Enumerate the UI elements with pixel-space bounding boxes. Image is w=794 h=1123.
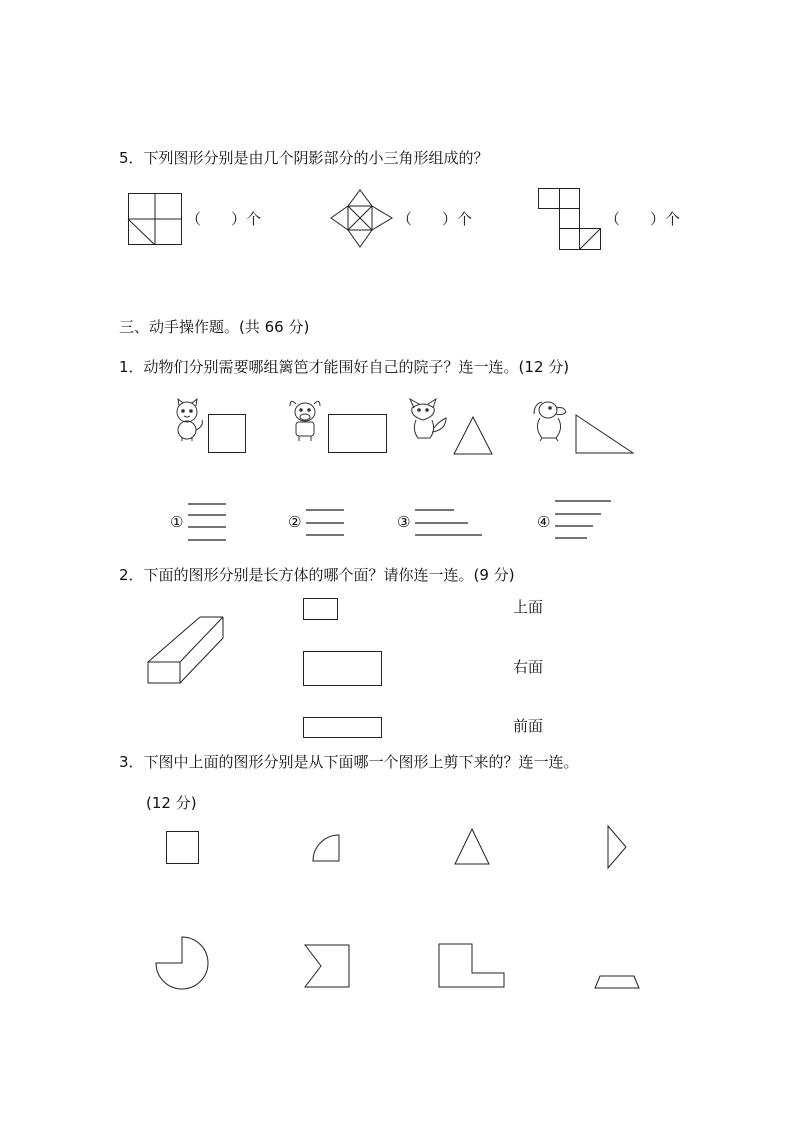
fence-group-2[interactable] bbox=[304, 508, 346, 538]
fence-group-4[interactable] bbox=[553, 498, 613, 540]
face-label-front[interactable]: 前面 bbox=[513, 717, 544, 735]
shape-three-quarter-circle[interactable] bbox=[154, 935, 210, 991]
section-title: 三、动手操作题。(共 66 分) bbox=[119, 318, 310, 336]
q1-title: 1．动物们分别需要哪组篱笆才能围好自己的院子？连一连。(12 分) bbox=[119, 358, 570, 376]
shape-trapezoid[interactable] bbox=[594, 975, 640, 989]
face-large-rectangle[interactable] bbox=[303, 651, 382, 686]
face-label-right[interactable]: 右面 bbox=[513, 658, 544, 676]
shape-l-shape[interactable] bbox=[438, 943, 505, 988]
fence-label-4: ④ bbox=[537, 513, 551, 531]
dog-yard-right-triangle bbox=[575, 414, 634, 454]
q5-grid-figure bbox=[128, 193, 182, 245]
q5-blank-3[interactable]: （ ）个 bbox=[605, 210, 681, 228]
q2-title: 2．下面的图形分别是长方体的哪个面？请你连一连。(9 分) bbox=[119, 566, 515, 584]
q5-blank-2[interactable]: （ ）个 bbox=[397, 210, 473, 228]
shape-notched-square[interactable] bbox=[304, 944, 350, 988]
piece-half-arrow[interactable] bbox=[607, 825, 627, 869]
q3-title: 3．下图中上面的图形分别是从下面哪一个图形上剪下来的？连一连。 bbox=[119, 753, 579, 771]
fox-yard-triangle bbox=[453, 416, 493, 455]
cow-yard-rectangle bbox=[328, 414, 387, 453]
face-label-top[interactable]: 上面 bbox=[513, 598, 544, 616]
q5-stair-figure bbox=[538, 188, 602, 250]
fence-label-3: ③ bbox=[397, 513, 411, 531]
dog-icon bbox=[528, 398, 572, 442]
piece-triangle[interactable] bbox=[454, 828, 490, 865]
cow-icon bbox=[288, 398, 324, 442]
face-long-rectangle[interactable] bbox=[303, 717, 382, 738]
cuboid-figure bbox=[147, 615, 225, 685]
fox-icon bbox=[406, 398, 448, 442]
cat-icon bbox=[170, 398, 206, 442]
fence-label-1: ① bbox=[170, 513, 184, 531]
face-small-rectangle[interactable] bbox=[303, 598, 338, 620]
fence-label-2: ② bbox=[288, 513, 302, 531]
q3-score: (12 分) bbox=[146, 794, 197, 812]
q5-pinwheel-figure bbox=[330, 189, 394, 249]
fence-group-3[interactable] bbox=[412, 508, 484, 538]
q5-title: 5．下列图形分别是由几个阴影部分的小三角形组成的？ bbox=[119, 149, 489, 167]
cat-yard-square bbox=[208, 414, 246, 453]
piece-square[interactable] bbox=[166, 831, 199, 864]
fence-group-1[interactable] bbox=[186, 502, 228, 542]
piece-quarter-circle[interactable] bbox=[312, 834, 340, 862]
q5-blank-1[interactable]: （ ）个 bbox=[186, 210, 262, 228]
